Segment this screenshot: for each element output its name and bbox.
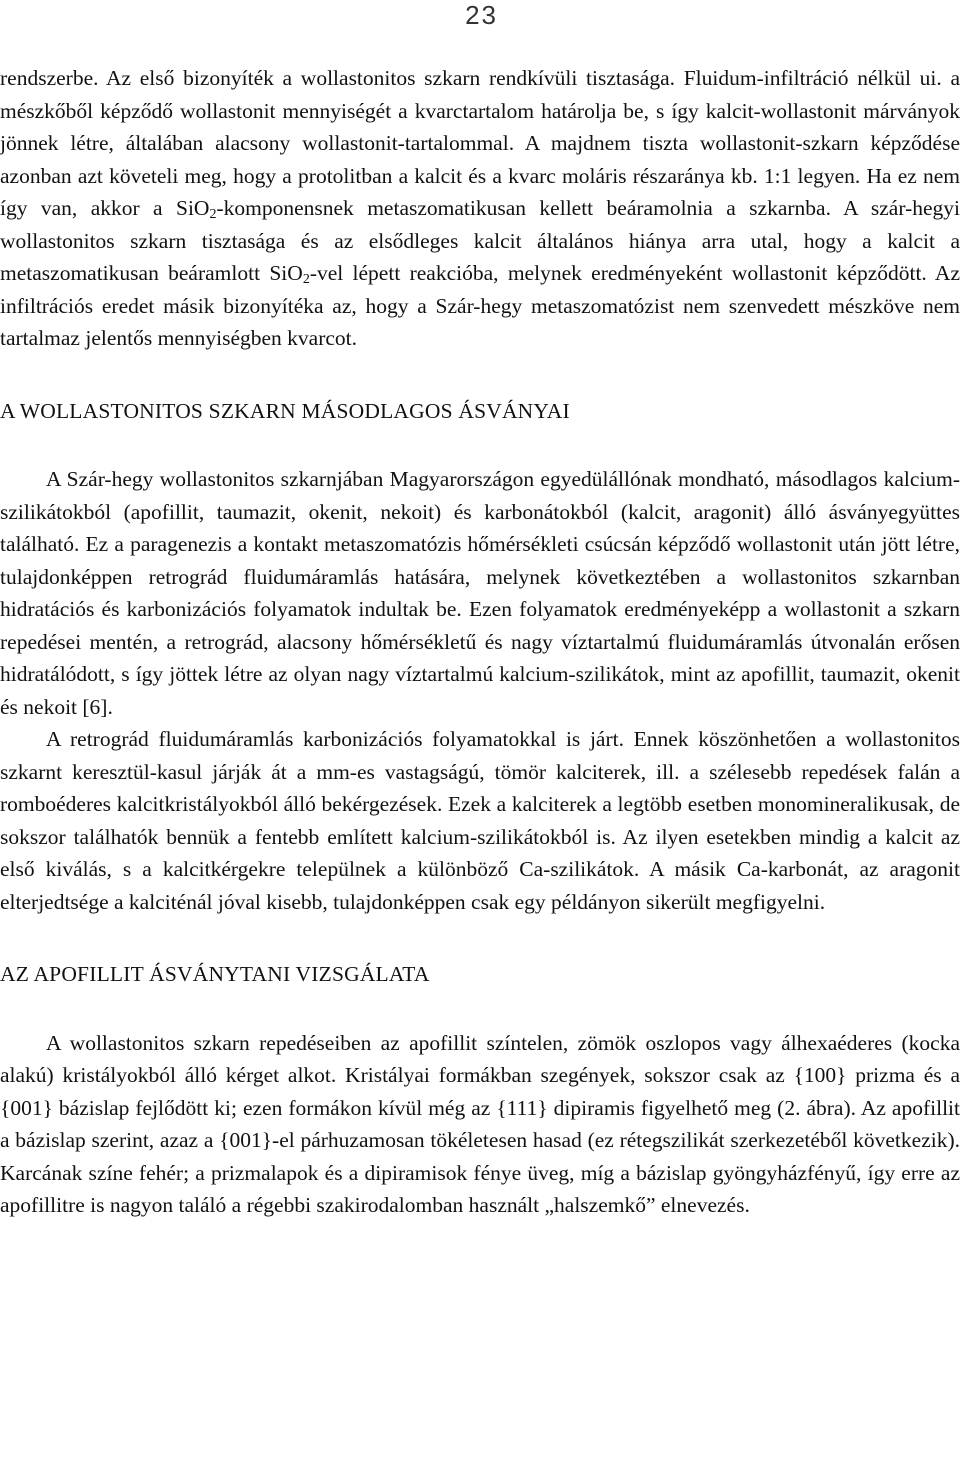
- apophyllite-paragraph-1: A wollastonitos szkarn repedéseiben az apofillit színtelen, zömök oszlopos vagy álhexaéderes (kocka alakú) kristályokból álló kérget alkot. Kristályai formákban szegények, sokszor csak az {100} prizma és a {001} bázislap fejlődött ki; ezen formákon kívül még az {111} dipiramis figyelhető meg (2. ábra). Az apofillit a bázislap szerint, azaz a {001}-el párhuzamosan tökéletesen hasad (ez rétegszilikát szerkezetéből következik). Karcának színe fehér; a prizmalapok és a dipiramisok fénye üveg, míg a bázislap gyöngyházfényű, így erre az apofillitre is nagyon találó a régebbi szakirodalomban használt „halszemkő” elnevezés.: [0, 1030, 960, 1217]
- document-body: [0, 62, 960, 1222]
- intro-paragraph: [0, 62, 960, 355]
- secondary-minerals-paragraph-2: A retrográd fluidumáramlás karbonizációs folyamatokkal is járt. Ennek köszönhetően a wollastonitos szkarnt keresztül-kasul járják át a mm-es vastagságú, tömör kalciterek, ill. a szélesebb repedések falán a romboéderes kalcitkristályokból álló bekérgezések. Ezek a kalciterek a legtöbb esetben monomineralikusak, de sokszor találhatók bennük a fentebb említett kalcium-szilikátokból is. Az ilyen esetekben mindig a kalcit az első kiválás, s a kalcitkérgekre települnek a különböző Ca-szilikátok. A másik Ca-karbonát, az aragonit elterjedtsége a kalciténál jóval kisebb, tulajdonképpen csak egy példányon sikerült megfigyelni.: [0, 727, 960, 914]
- subscript-2: 2: [209, 207, 217, 222]
- intro-text-part-1: rendszerbe. Az első bizonyíték a wollastonitos szkarn rendkívüli tisztasága. Fluidum-infiltráció nélkül ui. a mészkőből képződő wollastonit mennyiségét a kvarctartalom határolja be, s így kalcit-wollastonit márványok jönnek létre, általában alacsony wollastonit-tartalommal. A majdnem tiszta wollastonit-szkarn képződése azonban azt követeli meg, hogy a protolitban a kalcit és a kvarc moláris részaránya kb. 1:1 legyen. Ha ez nem így van, akkor a SiO: [0, 66, 960, 220]
- section-heading-apophyllite: AZ APOFILLIT ÁSVÁNYTANI VIZSGÁLATA: [0, 962, 430, 986]
- subscript-2: 2: [302, 272, 310, 287]
- section-heading-secondary-minerals: A WOLLASTONITOS SZKARN MÁSODLAGOS ÁSVÁNYAI: [0, 398, 570, 423]
- intro-text-part-3: -vel lépett reakcióba, melynek eredményeként wollastonit képződött. Az infiltrációs eredet másik bizonyítéka az, hogy a Szár-hegy metaszomatózist nem szenvedett mészköve nem tartalmaz jelentős mennyiségben kvarcot.: [0, 261, 960, 350]
- page-number: 23: [465, 0, 498, 30]
- secondary-minerals-paragraph-1: A Szár-hegy wollastonitos szkarnjában Magyarországon egyedülállónak mondható, másodlagos kalcium-szilikátokból (apofillit, taumazit, okenit, nekoit) és karbonátokból (kalcit, aragonit) álló ásványegyüttes található. Ez a paragenezis a kontakt metaszomatózis hőmérsékleti csúcsán képződő wollastonit után jött létre, tulajdonképpen retrográd fluidumáramlás hatására, melynek következtében a wollastonitos szkarnban hidratációs és karbonizációs folyamatok indultak be. Ezen folyamatok eredményeképp a wollastonit a szkarn repedései mentén, a retrográd, alacsony hőmérsékletű és nagy víztartalmú fluidumáramlás útvonalán erősen hidratálódott, s így jöttek létre az olyan nagy víztartalmú kalcium-szilikátok, mint az apofillit, taumazit, okenit és nekoit [6].: [0, 467, 960, 719]
- intro-text-part-2: -komponensnek metaszomatikusan kellett beáramolnia a szkarnba. A szár-hegyi wollastonitos szkarn tisztasága és az elsődleges kalcit általános hiánya arra utal, hogy a kalcit a metaszomatikusan beáramlott SiO: [0, 196, 960, 285]
